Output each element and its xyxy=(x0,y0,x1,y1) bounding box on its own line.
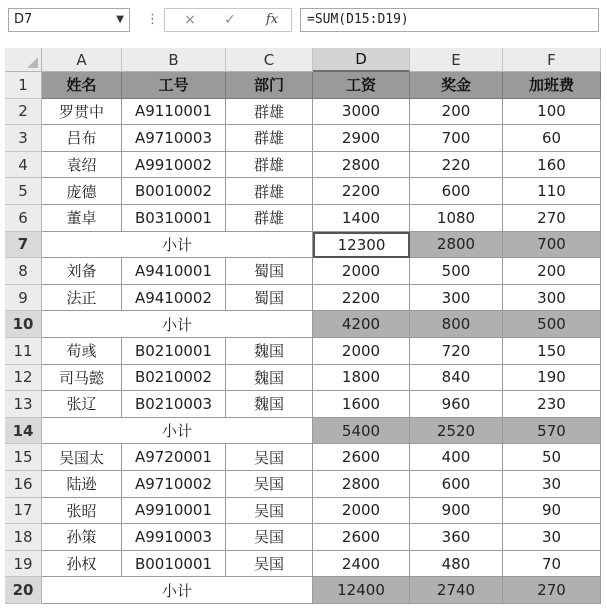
data-cell[interactable]: 袁绍 xyxy=(42,152,122,179)
data-cell[interactable]: A9710002 xyxy=(122,471,226,498)
data-cell[interactable]: 600 xyxy=(410,178,503,205)
row-header-5[interactable]: 5 xyxy=(5,178,42,205)
data-cell[interactable]: 2400 xyxy=(313,551,410,578)
data-cell[interactable]: 900 xyxy=(410,498,503,525)
data-cell[interactable]: 300 xyxy=(503,285,601,312)
row-header-18[interactable]: 18 xyxy=(5,524,42,551)
data-cell[interactable]: B0210003 xyxy=(122,391,226,418)
data-cell[interactable]: A9710003 xyxy=(122,125,226,152)
subtotal-label-cell[interactable]: 小计 xyxy=(42,232,313,259)
column-header-f[interactable]: F xyxy=(503,48,601,72)
data-cell[interactable]: 庞德 xyxy=(42,178,122,205)
data-cell[interactable]: 吴国 xyxy=(226,498,313,525)
row-header-16[interactable]: 16 xyxy=(5,471,42,498)
data-cell[interactable]: 孙策 xyxy=(42,524,122,551)
row-header-2[interactable]: 2 xyxy=(5,99,42,126)
column-header-b[interactable]: B xyxy=(122,48,226,72)
data-cell[interactable]: 陆逊 xyxy=(42,471,122,498)
data-cell[interactable]: 200 xyxy=(410,99,503,126)
grip-icon: ⋮ xyxy=(146,12,159,27)
column-title-cell[interactable]: 奖金 xyxy=(410,72,503,99)
data-cell[interactable]: 190 xyxy=(503,365,601,392)
data-cell[interactable]: 1080 xyxy=(410,205,503,232)
data-cell[interactable]: 400 xyxy=(410,444,503,471)
data-cell[interactable]: 220 xyxy=(410,152,503,179)
cancel-icon[interactable]: × xyxy=(184,12,196,28)
row-header-11[interactable]: 11 xyxy=(5,338,42,365)
subtotal-label-cell[interactable]: 小计 xyxy=(42,311,313,338)
data-cell[interactable]: B0010001 xyxy=(122,551,226,578)
subtotal-label-cell[interactable]: 小计 xyxy=(42,577,313,604)
data-cell[interactable]: 群雄 xyxy=(226,125,313,152)
data-cell[interactable]: 蜀国 xyxy=(226,285,313,312)
active-cell[interactable]: 12300 xyxy=(313,232,410,259)
data-cell[interactable]: 群雄 xyxy=(226,178,313,205)
subtotal-value-cell[interactable]: 2740 xyxy=(410,577,503,604)
data-cell[interactable]: 吴国 xyxy=(226,444,313,471)
data-cell[interactable]: 230 xyxy=(503,391,601,418)
data-cell[interactable]: 30 xyxy=(503,471,601,498)
row-header-19[interactable]: 19 xyxy=(5,551,42,578)
data-cell[interactable]: 840 xyxy=(410,365,503,392)
data-cell[interactable]: 吴国 xyxy=(226,471,313,498)
data-cell[interactable]: B0210001 xyxy=(122,338,226,365)
data-cell[interactable]: 150 xyxy=(503,338,601,365)
formula-bar xyxy=(0,0,607,40)
data-cell[interactable]: 360 xyxy=(410,524,503,551)
data-cell[interactable]: 2200 xyxy=(313,285,410,312)
data-cell[interactable]: 700 xyxy=(410,125,503,152)
data-cell[interactable]: 2900 xyxy=(313,125,410,152)
column-title-cell[interactable]: 工号 xyxy=(122,72,226,99)
row-header-3[interactable]: 3 xyxy=(5,125,42,152)
insert-function-icon[interactable]: fx xyxy=(265,12,279,27)
data-cell[interactable]: 720 xyxy=(410,338,503,365)
name-box[interactable] xyxy=(8,8,130,32)
subtotal-value-cell[interactable]: 570 xyxy=(503,418,601,445)
subtotal-label-cell[interactable]: 小计 xyxy=(42,418,313,445)
data-cell[interactable]: A9410001 xyxy=(122,258,226,285)
data-cell[interactable]: 1800 xyxy=(313,365,410,392)
data-cell[interactable]: 30 xyxy=(503,524,601,551)
select-all-icon xyxy=(27,57,38,68)
data-cell[interactable]: A9110001 xyxy=(122,99,226,126)
data-cell[interactable]: 魏国 xyxy=(226,391,313,418)
data-cell[interactable]: A9910001 xyxy=(122,498,226,525)
data-cell[interactable]: 2200 xyxy=(313,178,410,205)
data-cell[interactable]: 110 xyxy=(503,178,601,205)
data-cell[interactable]: 群雄 xyxy=(226,205,313,232)
row-header-14[interactable]: 14 xyxy=(5,418,42,445)
data-cell[interactable]: 荀彧 xyxy=(42,338,122,365)
data-cell[interactable]: 吴国太 xyxy=(42,444,122,471)
triangle-down-icon[interactable]: ▼ xyxy=(116,14,124,25)
data-cell[interactable]: 1400 xyxy=(313,205,410,232)
data-cell[interactable]: 魏国 xyxy=(226,365,313,392)
data-cell[interactable]: 3000 xyxy=(313,99,410,126)
data-cell[interactable]: 孙权 xyxy=(42,551,122,578)
data-cell[interactable]: 蜀国 xyxy=(226,258,313,285)
data-cell[interactable]: 吴国 xyxy=(226,524,313,551)
data-cell[interactable]: A9410002 xyxy=(122,285,226,312)
enter-icon[interactable]: ✓ xyxy=(224,12,236,28)
data-cell[interactable]: 160 xyxy=(503,152,601,179)
data-cell[interactable]: 50 xyxy=(503,444,601,471)
data-cell[interactable]: 2800 xyxy=(313,152,410,179)
select-all-corner[interactable] xyxy=(5,48,42,72)
subtotal-value-cell[interactable]: 800 xyxy=(410,311,503,338)
data-cell[interactable]: 90 xyxy=(503,498,601,525)
data-cell[interactable]: B0210002 xyxy=(122,365,226,392)
data-cell[interactable]: 270 xyxy=(503,205,601,232)
row-header-1[interactable]: 1 xyxy=(5,72,42,99)
data-cell[interactable]: 张昭 xyxy=(42,498,122,525)
row-header-9[interactable]: 9 xyxy=(5,285,42,312)
column-header-d[interactable]: D xyxy=(313,48,410,72)
data-cell[interactable]: 300 xyxy=(410,285,503,312)
column-header-a[interactable]: A xyxy=(42,48,122,72)
row-header-17[interactable]: 17 xyxy=(5,498,42,525)
row-header-7[interactable]: 7 xyxy=(5,232,42,259)
data-cell[interactable]: A9910002 xyxy=(122,152,226,179)
column-header-e[interactable]: E xyxy=(410,48,503,72)
subtotal-value-cell[interactable]: 2800 xyxy=(410,232,503,259)
subtotal-value-cell[interactable]: 4200 xyxy=(313,311,410,338)
column-title-cell[interactable]: 工资 xyxy=(313,72,410,99)
row-header-6[interactable]: 6 xyxy=(5,205,42,232)
name-box-value: D7 xyxy=(14,12,33,27)
data-cell[interactable]: 500 xyxy=(410,258,503,285)
data-cell[interactable]: 魏国 xyxy=(226,338,313,365)
column-title-cell[interactable]: 部门 xyxy=(226,72,313,99)
data-cell[interactable]: 司马懿 xyxy=(42,365,122,392)
column-header-c[interactable]: C xyxy=(226,48,313,72)
data-cell[interactable]: 200 xyxy=(503,258,601,285)
data-cell[interactable]: 2000 xyxy=(313,338,410,365)
data-cell[interactable]: 群雄 xyxy=(226,152,313,179)
subtotal-value-cell[interactable]: 12400 xyxy=(313,577,410,604)
formula-input[interactable]: =SUM(D15:D19) xyxy=(300,8,599,32)
subtotal-value-cell[interactable]: 2520 xyxy=(410,418,503,445)
row-header-8[interactable]: 8 xyxy=(5,258,42,285)
subtotal-value-cell[interactable]: 500 xyxy=(503,311,601,338)
row-header-15[interactable]: 15 xyxy=(5,444,42,471)
row-header-12[interactable]: 12 xyxy=(5,365,42,392)
data-cell[interactable]: A9720001 xyxy=(122,444,226,471)
data-cell[interactable]: 960 xyxy=(410,391,503,418)
data-cell[interactable]: 2600 xyxy=(313,444,410,471)
data-cell[interactable]: 2800 xyxy=(313,471,410,498)
row-header-4[interactable]: 4 xyxy=(5,152,42,179)
data-cell[interactable]: 60 xyxy=(503,125,601,152)
column-title-cell[interactable]: 姓名 xyxy=(42,72,122,99)
row-header-13[interactable]: 13 xyxy=(5,391,42,418)
data-cell[interactable]: 70 xyxy=(503,551,601,578)
data-cell[interactable]: 吴国 xyxy=(226,551,313,578)
data-cell[interactable]: 480 xyxy=(410,551,503,578)
data-cell[interactable]: 2000 xyxy=(313,498,410,525)
subtotal-value-cell[interactable]: 700 xyxy=(503,232,601,259)
data-cell[interactable]: 2600 xyxy=(313,524,410,551)
data-cell[interactable]: 董卓 xyxy=(42,205,122,232)
data-cell[interactable]: 张辽 xyxy=(42,391,122,418)
formula-tools xyxy=(164,8,292,32)
row-header-20[interactable]: 20 xyxy=(5,577,42,604)
data-cell[interactable]: B0010002 xyxy=(122,178,226,205)
data-cell[interactable]: 600 xyxy=(410,471,503,498)
data-cell[interactable]: 2000 xyxy=(313,258,410,285)
data-cell[interactable]: 100 xyxy=(503,99,601,126)
data-cell[interactable]: 1600 xyxy=(313,391,410,418)
data-cell[interactable]: 法正 xyxy=(42,285,122,312)
data-cell[interactable]: 罗贯中 xyxy=(42,99,122,126)
row-header-10[interactable]: 10 xyxy=(5,311,42,338)
data-cell[interactable]: 吕布 xyxy=(42,125,122,152)
data-cell[interactable]: 刘备 xyxy=(42,258,122,285)
data-cell[interactable]: 群雄 xyxy=(226,99,313,126)
data-cell[interactable]: B0310001 xyxy=(122,205,226,232)
data-cell[interactable]: A9910003 xyxy=(122,524,226,551)
subtotal-value-cell[interactable]: 270 xyxy=(503,577,601,604)
subtotal-value-cell[interactable]: 5400 xyxy=(313,418,410,445)
column-title-cell[interactable]: 加班费 xyxy=(503,72,601,99)
